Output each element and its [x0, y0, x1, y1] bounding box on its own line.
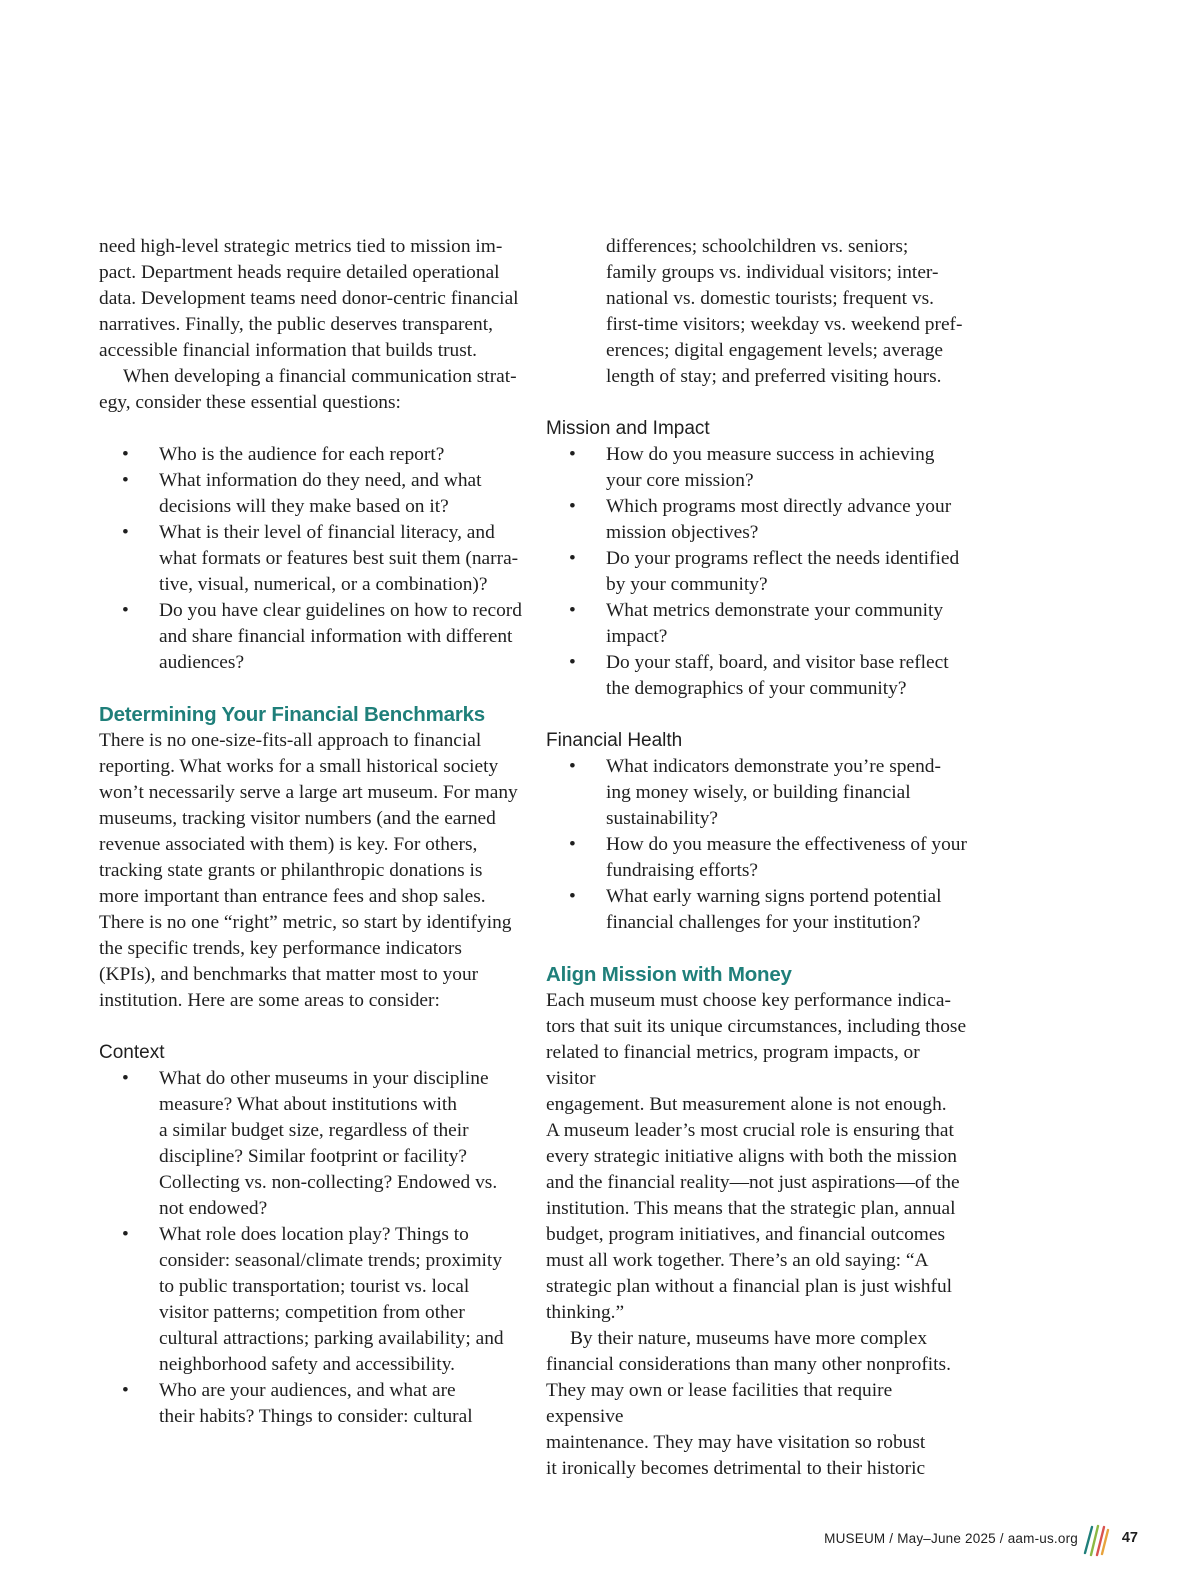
- mission-heading: Mission and Impact: [546, 418, 710, 439]
- list-item: • Who is the audience for each report?: [122, 444, 445, 465]
- folio-text: MUSEUM / May–June 2025 / aam-us.org: [824, 1531, 1078, 1546]
- page-number: 47: [1121, 1530, 1138, 1546]
- context-heading: Context: [99, 1042, 165, 1063]
- list-item: • Who are your audiences, and what are their habits? Things to consider: cultural: [122, 1380, 473, 1427]
- nature-paragraph: By their nature, museums have more complex financial considerations than many other nonprofits. They may own or lease facilities that require expensive maintenance. They may have visitation so robust it ironically becomes detrimental to their historic: [546, 1328, 951, 1479]
- list-item: • What early warning signs portend potential financial challenges for your institution?: [569, 886, 942, 933]
- list-item: • Do your staff, board, and visitor base reflect the demographics of your community?: [569, 652, 949, 699]
- list-item: • Do you have clear guidelines on how to record and share financial information with different audiences?: [122, 600, 522, 673]
- questions-list: [99, 442, 524, 676]
- context-list: [99, 1066, 524, 1430]
- list-item: • How do you measure the effectiveness of your fundraising efforts?: [569, 834, 967, 881]
- list-item: • How do you measure success in achieving your core mission?: [569, 444, 935, 491]
- left-column: [99, 234, 524, 1430]
- continued-bullet-text: differences; schoolchildren vs. seniors; family groups vs. individual visitors; inter- national vs. domestic tourists; frequent vs. first-time visitors; weekday vs. weekend pref- erences; digital engagement levels; average length of stay; and preferred visiting hours.: [606, 236, 963, 387]
- list-item: • What do other museums in your discipline measure? What about institutions with a similar budget size, regardless of their discipline? Similar footprint or facility? Collecting vs. non-collecting? Endowed vs. not endowed?: [122, 1068, 498, 1219]
- mission-list: [546, 442, 971, 702]
- list-item: • What is their level of financial literacy, and what formats or features best suit them (narra- tive, visual, numerical, or a combination)?: [122, 522, 519, 595]
- align-heading: Align Mission with Money: [546, 963, 792, 986]
- list-item: • What indicators demonstrate you’re spend- ing money wisely, or building financial sustainability?: [569, 756, 941, 829]
- list-item: • What role does location play? Things to consider: seasonal/climate trends; proximity to public transportation; tourist vs. local visitor patterns; competition from other cultural attractions; parking availability; and neighborhood safety and accessibility.: [122, 1224, 504, 1375]
- intro-paragraph: need high-level strategic metrics tied to mission im- pact. Department heads require detailed operational data. Development teams need donor-centric financial narratives. Finally, the public deserves transparent, accessible financial information that builds trust.: [99, 236, 519, 361]
- list-item: • Which programs most directly advance your mission objectives?: [569, 496, 952, 543]
- benchmarks-paragraph: There is no one-size-fits-all approach to financial reporting. What works for a small historical society won’t necessarily serve a large art museum. For many museums, tracking visitor numbers (and the earned revenue associated with them) is key. For others, tracking state grants or philanthropic donations is more important than entrance fees and shop sales. There is no one “right” metric, so start by identifying the specific trends, key performance indicators (KPIs), and benchmarks that matter most to your institution. Here are some areas to consider:: [99, 730, 518, 1011]
- financial-health-list: [546, 754, 971, 936]
- list-item: • Do your programs reflect the needs identified by your community?: [569, 548, 960, 595]
- list-item: • What information do they need, and what decisions will they make based on it?: [122, 470, 482, 517]
- list-item: • What metrics demonstrate your community impact?: [569, 600, 944, 647]
- strategy-paragraph: When developing a financial communication strat- egy, consider these essential questions:: [99, 366, 517, 413]
- align-paragraph: Each museum must choose key performance indica- tors that suit its unique circumstances, including those related to financial metrics, program impacts, or visitor engagement. But measurement alone is not enough. A museum leader’s most crucial role is ensuring that every strategic initiative aligns with both the mission and the financial reality—not just aspirations—of the institution. This means that the strategic plan, annual budget, program initiatives, and financial outcomes must all work together. There’s an old saying: “A strategic plan without a financial plan is just wishful thinking.”: [546, 990, 967, 1323]
- benchmarks-heading: Determining Your Financial Benchmarks: [99, 703, 486, 726]
- right-column: [546, 234, 971, 1482]
- financial-health-heading: Financial Health: [546, 730, 683, 751]
- aam-stripes-icon: [1082, 1523, 1110, 1557]
- page-footer: [760, 1521, 1140, 1561]
